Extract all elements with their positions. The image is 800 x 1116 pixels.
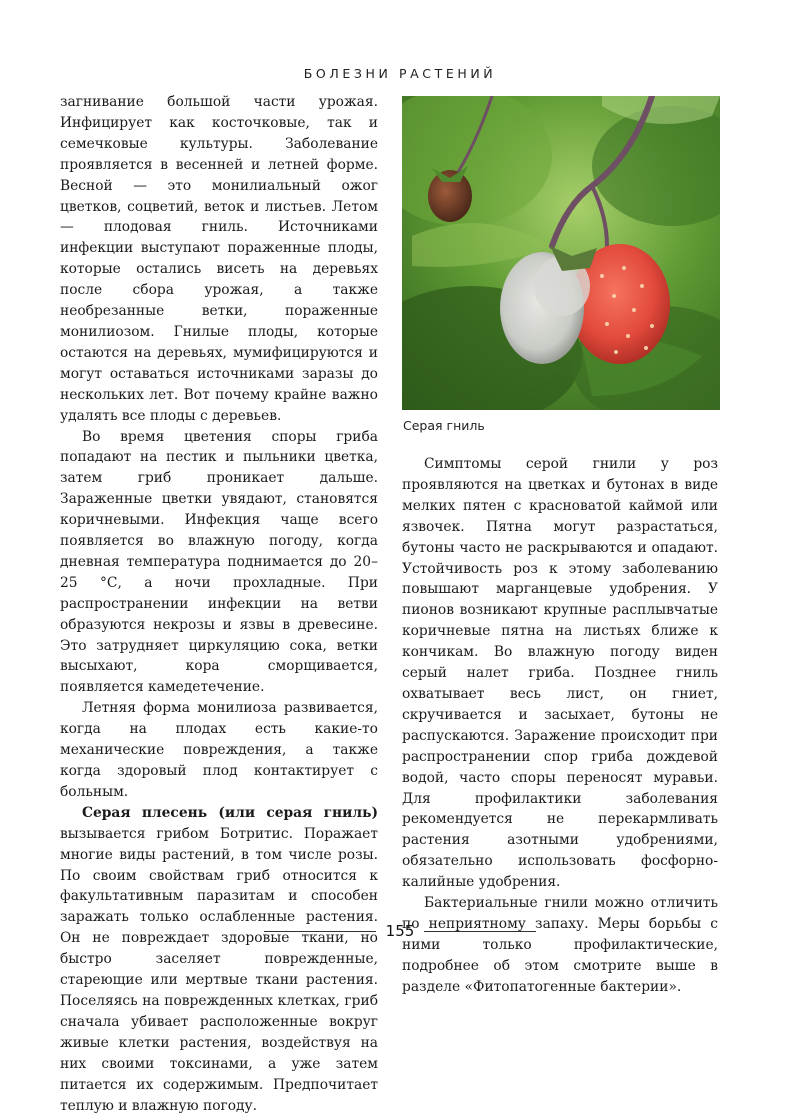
paragraph: Симптомы серой гнили у роз проявляются на цветках и бутонах в виде мелких пятен с красноватой каймой или язвочек. Пятна могут разрастаться, бутоны часто не раскрываются и опадают. Устойчивость роз к этому заболеванию повышают марганцевые удобрения. У пионов возникают крупные расплывчатые коричневые пятна на листьях ближе к кончикам. Во влажную погоду виден серый налет гриба. Позднее гниль охватывает весь лист, он гниет, скручивается и засыхает, бутоны не распускаются. Заражение происходит при распространении спор гриба дождевой водой, часто споры переносят муравьи. Для профилактики заболевания рекомендуется не перекармливать растения азотными удобрениями, обязательно использовать фосфорно-калийные удобрения. <box>402 456 718 891</box>
right-text-column <box>402 454 718 998</box>
paragraph: Летняя форма монилиоза развивается, когда на плодах есть какие-то механические повреждения, а также когда здоровый плод контактирует с больным. <box>60 700 378 800</box>
page-number: 155 <box>385 922 415 940</box>
footer-rule-right <box>424 931 536 932</box>
photo-caption: Серая гниль <box>403 418 485 433</box>
paragraph: Бактериальные гнили можно отличить по неприятному запаху. Меры борьбы с ними только профилактические, подробнее об этом смотрите выше в разделе «Фитопатогенные бактерии». <box>402 895 718 995</box>
paragraph: загнивание большой части урожая. Инфицирует как косточковые, так и семечковые культуры. Заболевание проявляется в весенней и летней форме. Весной — это монилиальный ожог цветков, соцветий, веток и листьев. Летом — плодовая гниль. Источниками инфекции выступают пораженные плоды, которые остались висеть на деревьях после сбора урожая, а также необрезанные ветки, пораженные монилиозом. Гнилые плоды, которые остаются на деревьях, мумифицируются и могут оставаться источниками заразы до нескольких лет. Вот почему крайне важно удалять все плоды с деревьев. <box>60 94 378 424</box>
footer-rule-left <box>264 931 376 932</box>
paragraph-text: вызывается грибом Ботритис. Поражает многие виды растений, в том числе розы. По своим свойствам гриб относится к факультативным паразитам и способен заражать только ослабленные растения. Он не повреждает здоровые ткани, но быстро заселяет поврежденные, стареющие или мертвые ткани растения. Поселяясь на поврежденных клетках, гриб сначала убивает расположенные вокруг живые клетки растения, воздействуя на них своими токсинами, а уже затем питается их содержимым. Предпочитает теплую и влажную погоду. <box>60 825 378 1114</box>
strawberry-gray-mold-photo <box>402 96 720 410</box>
paragraph: Во время цветения споры гриба попадают на пестик и пыльники цветка, затем гриб проникает дальше. Зараженные цветки увядают, становятся коричневыми. Инфекция чаще всего появляется во влажную погоду, когда дневная температура поднимается до 20–25 °С, а ночи прохладные. При распространении инфекции на ветви образуются некрозы и язвы в древесине. Это затрудняет циркуляцию сока, ветки высыхают, кора сморщивается, появляется камедетечение. <box>60 428 378 696</box>
running-header: БОЛЕЗНИ РАСТЕНИЙ <box>303 66 497 81</box>
term-gray-mold: Серая плесень (или серая гниль) <box>82 804 378 821</box>
paragraph <box>60 803 378 1116</box>
left-text-column <box>60 92 378 1116</box>
page-footer <box>0 920 800 942</box>
